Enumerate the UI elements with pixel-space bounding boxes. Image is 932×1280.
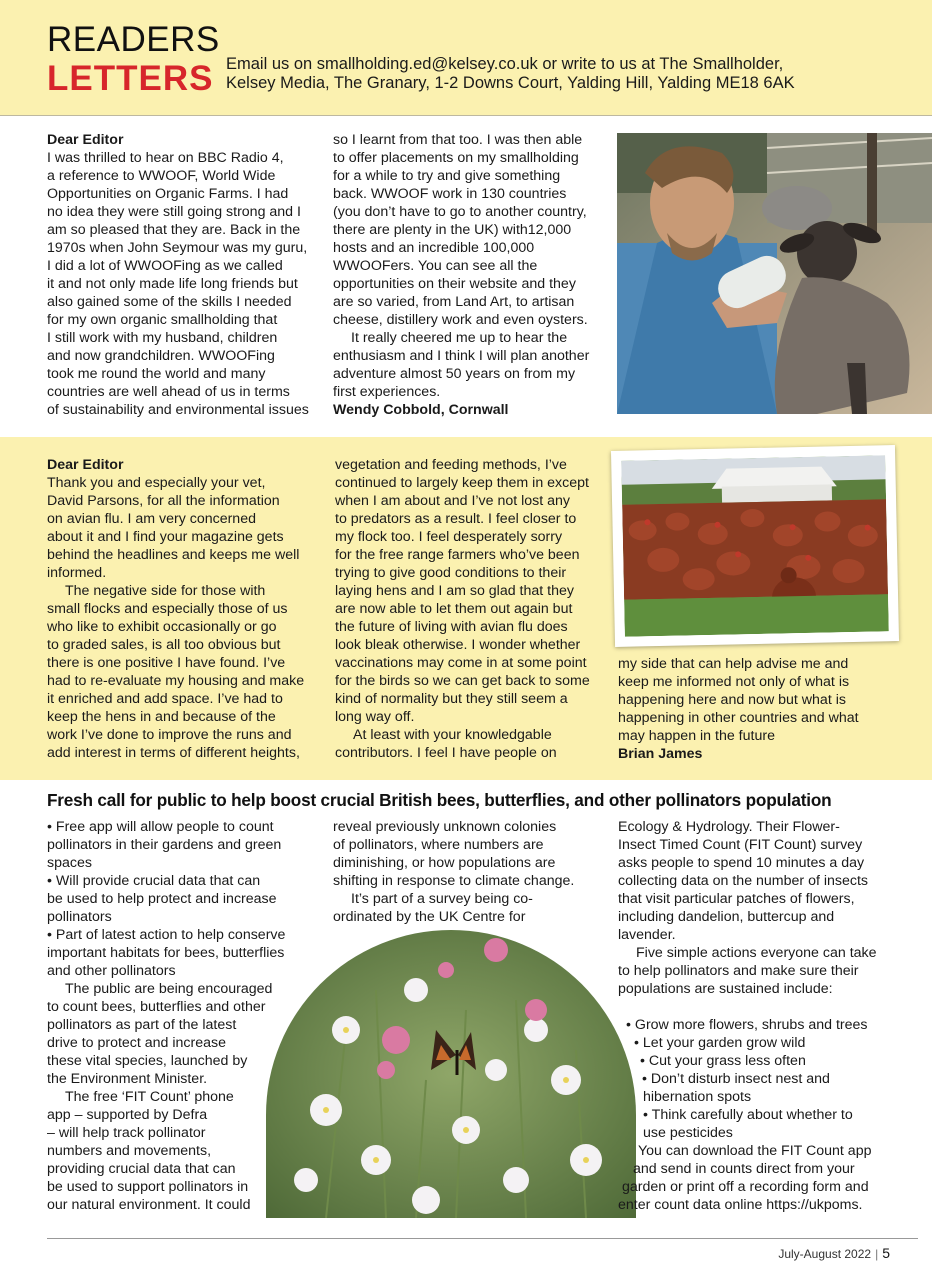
text-line: and now grandchildren. WWOOFing	[47, 348, 275, 364]
header-divider	[0, 115, 932, 116]
footer-divider	[47, 1238, 918, 1239]
letter2-col3	[618, 655, 918, 763]
text-line: countries are well ahead of us in terms	[47, 384, 290, 400]
text-line: collecting data on the number of insects	[618, 873, 869, 889]
letter2-salutation: Dear Editor	[47, 457, 124, 473]
article-col3-para2	[618, 944, 918, 998]
text-line: It’s part of a survey being co-	[351, 891, 533, 907]
text-line: am so pleased that they are. Back in the	[47, 222, 301, 238]
text-line: drive to protect and increase	[47, 1035, 227, 1051]
text-line: You can download the FIT Count app	[638, 1143, 872, 1159]
letter1-body-col2-para2	[333, 329, 605, 401]
text-line: It really cheered me up to hear the	[351, 330, 568, 346]
text-line: populations are sustained include:	[618, 981, 833, 997]
article-col1-para1	[47, 980, 297, 1088]
article-col1	[47, 818, 297, 1214]
text-line: hosts and an incredible 100,000	[333, 240, 535, 256]
text-line: are now able to let them out again but	[335, 601, 573, 617]
text-line: shifting in response to climate change.	[333, 873, 575, 889]
text-line: our natural environment. It could	[47, 1197, 251, 1213]
issue-date: July-August 2022	[778, 1247, 872, 1261]
text-line: a reference to WWOOF, World Wide	[47, 168, 276, 184]
text-line: Thank you and especially your vet,	[47, 475, 266, 491]
letter1-col1	[47, 131, 319, 419]
text-line: • Let your garden grow wild	[634, 1035, 806, 1051]
text-line: opportunities on their website and they	[333, 276, 576, 292]
contact-line-2: Kelsey Media, The Granary, 1-2 Downs Court, Yalding Hill, Yalding ME18 6AK	[226, 74, 795, 92]
text-line: reveal previously unknown colonies	[333, 819, 557, 835]
text-line: • Grow more flowers, shrubs and trees	[626, 1017, 868, 1033]
photo-butterfly-on-flowers	[266, 930, 636, 1218]
text-line: continued to largely keep them in except	[335, 475, 589, 491]
text-line: had to re-evaluate my housing and make	[47, 673, 305, 689]
text-line: The public are being encouraged	[65, 981, 273, 997]
photo-man-bottle-feeding-lamb	[617, 133, 932, 414]
text-line: enter count data online https://ukpoms.	[618, 1197, 863, 1213]
text-line: The negative side for those with	[65, 583, 266, 599]
text-line: of pollinators, where numbers are	[333, 837, 544, 853]
text-line: about it and I find your magazine gets	[47, 529, 284, 545]
spacer	[618, 998, 918, 1016]
text-line: to offer placements on my smallholding	[333, 150, 579, 166]
contact-address	[226, 55, 906, 93]
letter2-body-col2-para1	[335, 456, 607, 726]
contact-line-1: Email us on smallholding.ed@kelsey.co.uk or write to us at The Smallholder,	[226, 55, 784, 73]
text-line: for the free range farmers who’ve been	[335, 547, 580, 563]
text-line: my side that can help advise me and	[618, 656, 849, 672]
text-line: The free ‘FIT Count’ phone	[65, 1089, 234, 1105]
photo-free-range-hens	[621, 455, 889, 636]
letter2-col1	[47, 456, 319, 762]
text-line: enthusiasm and I think I will plan another	[333, 348, 590, 364]
text-line: WWOOFers. You can see all the	[333, 258, 538, 274]
text-line: on avian flu. I am very concerned	[47, 511, 256, 527]
text-line: to count bees, butterflies and other	[47, 999, 266, 1015]
text-line: to graded sales, is all too obvious but	[47, 637, 281, 653]
text-line: took me round the world and many	[47, 366, 266, 382]
article-col1-para2	[47, 1088, 297, 1214]
text-line: happening here and now but what is	[618, 692, 846, 708]
text-line: providing crucial data that can	[47, 1161, 236, 1177]
text-line: keep the hens in and because of the	[47, 709, 276, 725]
article-col2-para2	[333, 890, 605, 926]
text-line: At least with your knowledgable	[353, 727, 552, 743]
text-line: no idea they were still going strong and I	[47, 204, 301, 220]
text-line: lavender.	[618, 927, 676, 943]
text-line: there is one positive I have found. I’ve	[47, 655, 286, 671]
text-line: I still work with my husband, children	[47, 330, 278, 346]
article-col3-final	[618, 1142, 918, 1214]
text-line: Ecology & Hydrology. Their Flower-	[618, 819, 840, 835]
text-line: David Parsons, for all the information	[47, 493, 280, 509]
text-line: numbers and movements,	[47, 1143, 212, 1159]
text-line: (you don’t have to go to another country,	[333, 204, 587, 220]
letter2-body-col2-para2	[335, 726, 607, 762]
letter2-col2	[335, 456, 607, 762]
text-line: pollinators in their gardens and green	[47, 837, 282, 853]
letter2-body-col1-para1	[47, 474, 319, 582]
text-line: be used to support pollinators in	[47, 1179, 249, 1195]
text-line: it enriched and add space. I’ve had to	[47, 691, 283, 707]
text-line: app – supported by Defra	[47, 1107, 208, 1123]
text-line: trying to give good conditions to their	[335, 565, 567, 581]
text-line: spaces	[47, 855, 92, 871]
text-line: and send in counts direct from your	[633, 1161, 855, 1177]
text-line: are so varied, from Land Art, to artisan	[333, 294, 575, 310]
text-line: Opportunities on Organic Farms. I had	[47, 186, 289, 202]
text-line: so I learnt from that too. I was then able	[333, 132, 583, 148]
text-line: • Don’t disturb insect nest and	[642, 1071, 830, 1087]
flowers-photo-illustration	[266, 930, 636, 1218]
text-line: and other pollinators	[47, 963, 176, 979]
article-col2	[333, 818, 605, 926]
text-line: the Environment Minister.	[47, 1071, 208, 1087]
text-line: hibernation spots	[643, 1089, 752, 1105]
text-line: • Free app will allow people to count	[47, 819, 274, 835]
photo-frame-hens	[611, 445, 899, 647]
text-line: small flocks and especially those of us	[47, 601, 288, 617]
article-headline: Fresh call for public to help boost crucial British bees, butterflies, and other pollinators population	[47, 790, 832, 810]
text-line: use pesticides	[643, 1125, 733, 1141]
text-line: Insect Timed Count (FIT Count) survey	[618, 837, 863, 853]
section-title-readers: READERS	[47, 20, 220, 59]
text-line: including dandelion, buttercup and	[618, 909, 835, 925]
article-col3-para1	[618, 818, 918, 944]
letter1-salutation: Dear Editor	[47, 132, 124, 148]
text-line: that visit particular patches of flowers,	[618, 891, 855, 907]
text-line: adventure almost 50 years on from my	[333, 366, 576, 382]
text-line: happening in other countries and what	[618, 710, 859, 726]
letter1-col2	[333, 131, 605, 419]
article-col2-para1	[333, 818, 605, 890]
letter2-body-col1-para2	[47, 582, 319, 762]
text-line: vaccinations may come in at some point	[335, 655, 587, 671]
text-line: • Cut your grass less often	[640, 1053, 806, 1069]
article-actions-list	[618, 1016, 918, 1142]
text-line: asks people to spend 10 minutes a day	[618, 855, 865, 871]
text-line: • Think carefully about whether to	[643, 1107, 853, 1123]
text-line: important habitats for bees, butterflies	[47, 945, 285, 961]
text-line: these vital species, launched by	[47, 1053, 248, 1069]
text-line: pollinators as part of the latest	[47, 1017, 237, 1033]
text-line: to help pollinators and make sure their	[618, 963, 859, 979]
article-col3	[618, 818, 918, 1214]
text-line: who like to exhibit occasionally or go	[47, 619, 277, 635]
text-line: of sustainability and environmental issues	[47, 402, 309, 418]
hens-photo-illustration	[621, 455, 889, 636]
letter2-signature: Brian James	[618, 746, 703, 762]
text-line: contributors. I feel I have people on	[335, 745, 557, 761]
text-line: I was thrilled to hear on BBC Radio 4,	[47, 150, 284, 166]
text-line: • Will provide crucial data that can	[47, 873, 261, 889]
text-line: first experiences.	[333, 384, 441, 400]
text-line: back. WWOOF work in 130 countries	[333, 186, 567, 202]
text-line: cheese, distillery work and even oysters.	[333, 312, 588, 328]
text-line: to predators as a result. I feel closer to	[335, 511, 577, 527]
text-line: there are plenty in the UK) with12,000	[333, 222, 572, 238]
text-line: pollinators	[47, 909, 112, 925]
text-line: long way off.	[335, 709, 415, 725]
text-line: vegetation and feeding methods, I’ve	[335, 457, 567, 473]
text-line: ordinated by the UK Centre for	[333, 909, 526, 925]
page-footer	[760, 1245, 890, 1261]
text-line: be used to help protect and increase	[47, 891, 277, 907]
text-line: kind of normality but they still seem a	[335, 691, 568, 707]
text-line: laying hens and I am so glad that they	[335, 583, 574, 599]
article-bullets	[47, 818, 297, 980]
text-line: Five simple actions everyone can take	[636, 945, 877, 961]
text-line: may happen in the future	[618, 728, 775, 744]
letter1-body-col2	[333, 131, 605, 329]
text-line: • Part of latest action to help conserve	[47, 927, 286, 943]
text-line: when I am about and I’ve not lost any	[335, 493, 571, 509]
text-line: keep me informed not only of what is	[618, 674, 850, 690]
text-line: look bleak otherwise. I wonder whether	[335, 637, 581, 653]
text-line: 1970s when John Seymour was my guru,	[47, 240, 308, 256]
footer-separator: |	[875, 1247, 879, 1261]
lamb-photo-illustration	[617, 133, 932, 414]
text-line: for a while to try and give something	[333, 168, 561, 184]
text-line: – will help track pollinator	[47, 1125, 206, 1141]
text-line: garden or print off a recording form and	[622, 1179, 869, 1195]
letter1-signature: Wendy Cobbold, Cornwall	[333, 402, 509, 418]
text-line: diminishing, or how populations are	[333, 855, 556, 871]
text-line: for the birds so we can get back to some	[335, 673, 590, 689]
page-number: 5	[882, 1245, 890, 1261]
text-line: behind the headlines and keeps me well	[47, 547, 300, 563]
section-title-letters: LETTERS	[47, 59, 214, 98]
text-line: my flock too. I feel desperately sorry	[335, 529, 563, 545]
text-line: the future of living with avian flu does	[335, 619, 568, 635]
text-line: add interest in terms of different heights,	[47, 745, 300, 761]
letter2-body-col3	[618, 655, 918, 745]
text-line: for my own organic smallholding that	[47, 312, 278, 328]
text-line: I did a lot of WWOOFing as we called	[47, 258, 283, 274]
text-line: informed.	[47, 565, 107, 581]
text-line: also gained some of the skills I needed	[47, 294, 292, 310]
text-line: it and not only made life long friends but	[47, 276, 298, 292]
text-line: work I’ve done to improve the runs and	[47, 727, 292, 743]
letter1-body-col1	[47, 149, 319, 419]
